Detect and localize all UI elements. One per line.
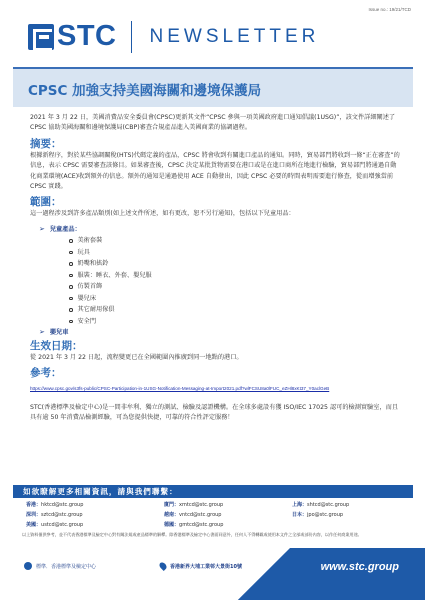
article-body [30,113,400,427]
effective-date-heading: 生效日期： [30,339,83,352]
footer-address [160,562,242,570]
list-subitem: 奶嘴和搖鈴 [69,258,400,270]
circle-bullet-icon [69,320,73,324]
list-subitem: 美術套裝 [69,235,400,247]
contact-grid [26,502,416,529]
contact-email[interactable]: gmtcd@stc.group [179,522,224,528]
circle-bullet-icon [69,262,73,266]
contact-entry: 深圳：sztcd@stc.group [26,512,83,518]
location-pin-icon [158,561,168,571]
header-divider [131,21,132,53]
stc-logo [28,20,319,53]
list-subitem: 安全門 [69,316,400,328]
footer-left [24,562,96,570]
contact-entry: 德國：gmtcd@stc.group [164,522,224,528]
scope-paragraph: 這一過程涉及到許多產品類別(如上述文件所述，如有更改，恕不另行通知)，包括以下兒童用品： [30,210,295,218]
contact-email[interactable]: hktcd@stc.group [41,502,84,508]
contact-email[interactable]: xmtcd@stc.group [179,502,224,508]
footer-left-text: 標準．香港標準及檢定中心 [36,563,97,570]
list-item-children-products [39,224,400,236]
contact-entry: 越南：vntcd@stc.group [164,512,222,518]
list-subitem: 仿製首飾 [69,281,400,293]
circle-bullet-icon [69,274,73,278]
footer-address-text: 香港新界大埔工業邨大景街10號 [170,563,242,570]
article-title: CPSC 加強支持美國海關和邊境保護局 [28,83,262,99]
list-item-strollers [39,327,400,339]
contact-entry: 上海：shtcd@stc.group [292,502,350,508]
contact-email[interactable]: jpo@stc.group [307,512,344,518]
circle-bullet-icon [69,239,73,243]
list-item-label: 嬰兒車 [49,329,69,337]
contact-entry: 香港：hktcd@stc.group [26,502,84,508]
contact-email[interactable]: ustcd@stc.group [41,522,84,528]
issue-number: Issue no.: 19/21/TCD [368,7,411,12]
footer-website-link[interactable]: www.stc.group [320,561,399,573]
circle-bullet-icon [69,297,73,301]
contact-email[interactable]: shtcd@stc.group [307,502,350,508]
contact-entry: 廈門：xmtcd@stc.group [164,502,224,508]
logo-wordmark: STC [57,20,117,52]
closing-paragraph: STC(香港標準及檢定中心)是一間非牟利、獨立的測試、檢驗及認證機構。在全球多處設有獲 ISO/IEC 17025 認可的檢測實驗室，而且具有逾 50 年消費品檢測經驗，可為您提供快捷，可靠的符合性評定服務！ [30,403,399,422]
contact-entry: 日本：jpo@stc.group [292,512,344,518]
bullet-icon: ➢ [39,328,45,337]
disclaimer: 以上資料僅供參考，並不代表香港標準及檢定中心對有關法規或產品標準的解釋。除香港標準及檢定中心書面同意外，任何人不得轉載或使用本文件之全部或部份內容，以作任何商業用途。 [22,532,362,537]
references-heading: 參考： [30,367,62,380]
contact-email[interactable]: vntcd@stc.group [179,512,222,518]
list-subitem: 玩具 [69,247,400,259]
contact-email[interactable]: sztcd@stc.group [41,512,83,518]
stc-small-icon [24,562,32,570]
scope-heading: 範圍： [30,196,62,209]
list-subitem: 其它耐用傢俱 [69,304,400,316]
stc-emblem-icon [28,24,54,50]
circle-bullet-icon [69,285,73,289]
list-subitem: 服裝：睡衣、外套、嬰兒服 [69,270,400,282]
summary-heading: 摘要： [30,137,62,150]
product-list [39,224,400,339]
effective-date-paragraph: 從 2021 年 3 月 22 日起，流程變更已在全國範圍內推廣到同一地點的港口。 [30,353,243,361]
list-subitem: 嬰兒床 [69,293,400,305]
list-item-label: 兒童產品： [49,225,81,233]
summary-paragraph: 根據新程序，對於某些協調關稅(HTS)代碼定義的產品，CPSC 將會收到有關進口產品的通知。同時，貿易部門將收到一條“正在審查”的信息，表示 CPSC 需要審查該條目。如果審查後，CPSC 決定某批貨物需要在港口或是在進口商所在地進行檢驗，貿易部門將通過自動化商業環境(ACE)收到額外的信息。額外的通知是通過使用 ACE 自動發出，因此 CPSC 必要的時間表明需要進行修查，從而增強當前 CPSC 實踐。 [30,151,400,191]
contact-banner: 如欲瞭解更多相關資訊，請與我們聯繫： [13,485,413,498]
bullet-icon: ➢ [39,224,45,233]
circle-bullet-icon [69,308,73,312]
newsletter-label: NEWSLETTER [149,25,320,47]
intro-paragraph: 2021 年 3 月 22 日，美國消費品安全委員會(CPSC)更新其文件“CPSC 參與一項美國政府進口通知倡議(1USG)”，該文件詳細闡述了 CPSC 協助美國海關和邊境保護局(CBP)審查合規產品進入美國商業的協調過程。 [30,114,396,132]
circle-bullet-icon [69,251,73,255]
contact-entry: 美國：ustcd@stc.group [26,522,84,528]
reference-link[interactable]: https://www.cpsc.gov/s3fs-public/CPSC-Participation-in-1USG-Notification-Messaging-at-Import2021.pdf?wlFCSU8a0lFUC_eZHl8xKt37_Y0aclGeB [30,386,330,392]
